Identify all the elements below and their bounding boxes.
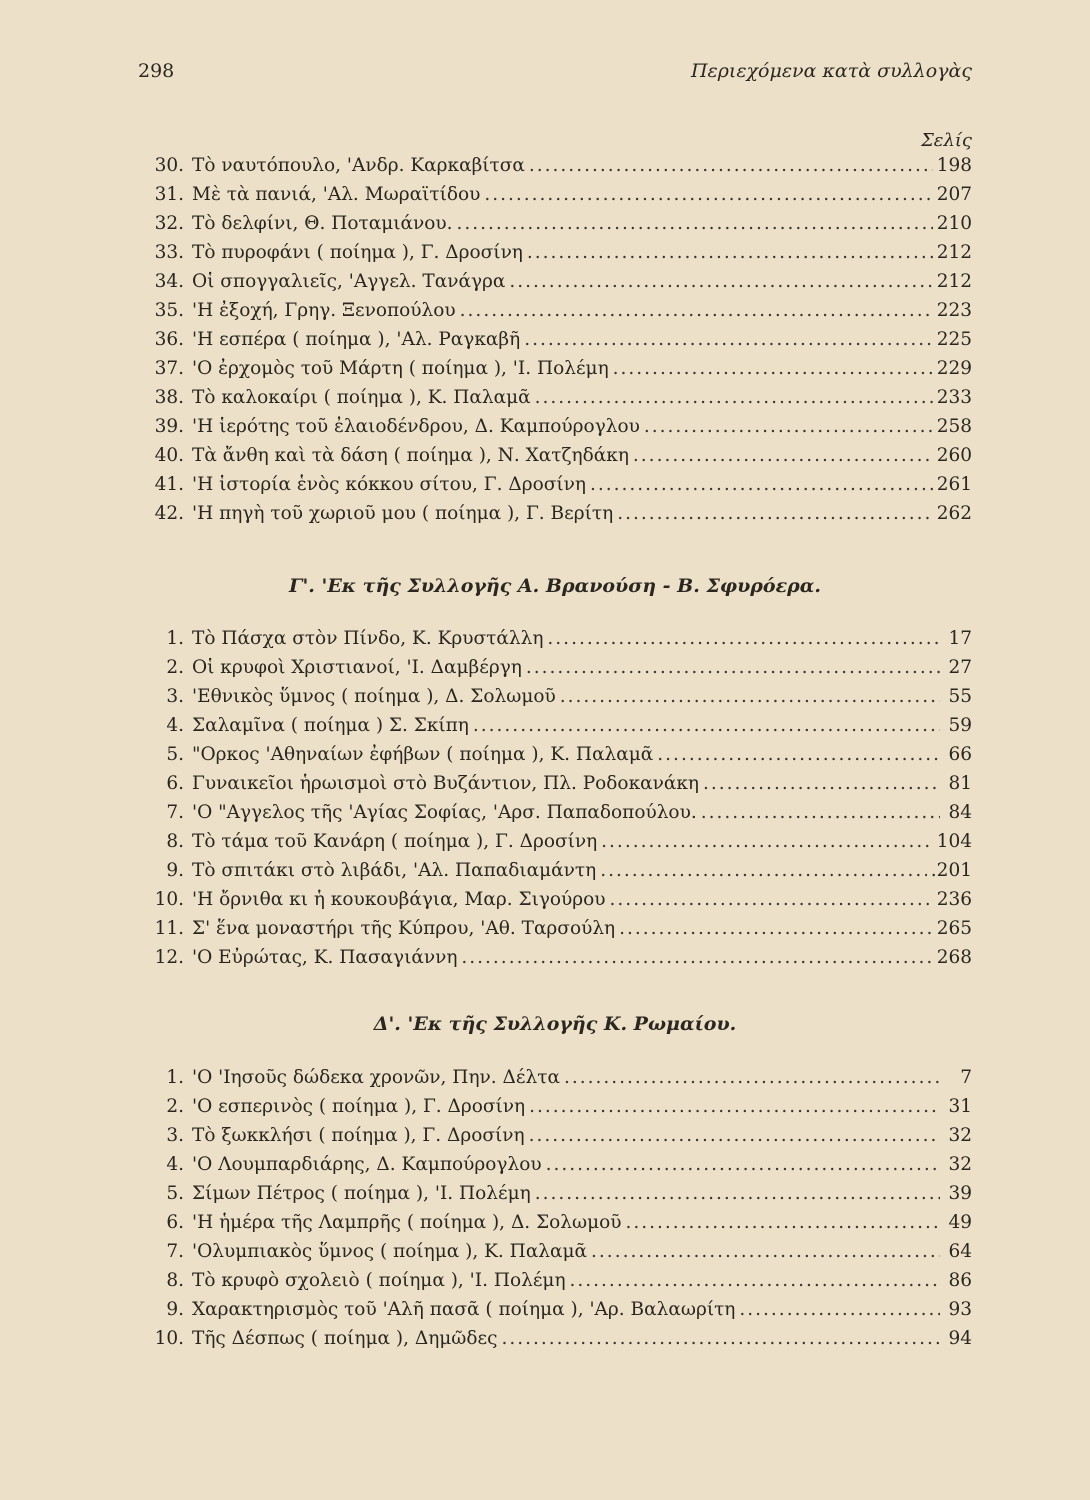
toc-entry [138, 1241, 972, 1270]
entry-title: "Ορκος 'Αθηναίων ἐφήβων ( ποίημα ), Κ. Παλαμᾶ [192, 744, 654, 765]
entry-title: 'Εθνικὸς ὕμνος ( ποίημα ), Δ. Σολωμοῦ [192, 686, 556, 707]
toc-entry [138, 715, 972, 744]
entry-number: 37. [154, 358, 184, 379]
entry-page: 39 [948, 1183, 972, 1204]
entry-number: 11. [154, 918, 184, 939]
toc-entry [138, 155, 972, 184]
entry-page: 261 [936, 474, 972, 495]
entry-number: 4. [166, 1154, 184, 1175]
dot-leader [617, 503, 933, 524]
entry-title: Οἱ κρυφοὶ Χριστιανοί, 'Ι. Δαμβέργη [192, 657, 522, 678]
dot-leader [460, 300, 933, 321]
entry-number: 7. [166, 802, 184, 823]
dot-leader [501, 1328, 940, 1349]
entry-page: 265 [936, 918, 972, 939]
dot-leader [600, 860, 927, 881]
toc-entry [138, 918, 972, 947]
entry-number: 3. [166, 1125, 184, 1146]
toc-list-section-b [138, 155, 972, 532]
entry-number: 31. [154, 184, 184, 205]
entry-page: 64 [948, 1241, 972, 1262]
toc-entry [138, 744, 972, 773]
dot-leader [570, 1270, 940, 1291]
toc-entry [138, 802, 972, 831]
entry-number: 38. [154, 387, 184, 408]
dot-leader [644, 416, 933, 437]
entry-title: Μὲ τὰ πανιά, 'Αλ. Μωραϊτίδου [192, 184, 481, 205]
entry-title: Τὸ ξωκκλήσι ( ποίημα ), Γ. Δροσίνη [192, 1125, 525, 1146]
entry-page: 32 [948, 1154, 972, 1175]
entry-page: 260 [936, 445, 972, 466]
entry-number: 8. [166, 831, 184, 852]
toc-entry [138, 416, 972, 445]
page-number: 298 [138, 60, 175, 82]
entry-page: 49 [948, 1212, 972, 1233]
entry-number: 42. [154, 503, 184, 524]
entry-number: 2. [166, 1096, 184, 1117]
entry-title: Σ' ἕνα μοναστήρι τῆς Κύπρου, 'Αθ. Ταρσούλη [192, 918, 616, 939]
entry-page: 81 [948, 773, 972, 794]
entry-number: 30. [154, 155, 184, 176]
entry-number: 36. [154, 329, 184, 350]
toc-entry [138, 1183, 972, 1212]
dot-leader [601, 831, 933, 852]
toc-entry [138, 474, 972, 503]
dot-leader [613, 358, 933, 379]
toc-entry [138, 831, 972, 860]
entry-title: Τὸ Πάσχα στὸν Πίνδο, Κ. Κρυστάλλη [192, 628, 544, 649]
entry-page: 225 [936, 329, 972, 350]
entry-number: 12. [154, 947, 184, 968]
toc-entry [138, 1125, 972, 1154]
entry-title: 'Η ἱερότης τοῦ ἐλαιοδένδρου, Δ. Καμπούρογλου [192, 416, 640, 437]
toc-entry [138, 1299, 972, 1328]
entry-title: 'Ο 'Ιησοῦς δώδεκα χρονῶν, Πην. Δέλτα [192, 1067, 560, 1088]
entry-page: 93 [948, 1299, 972, 1320]
page-column-label: Σελίς [921, 130, 972, 151]
entry-number: 7. [166, 1241, 184, 1262]
toc-entry [138, 300, 972, 329]
toc-entry [138, 1154, 972, 1183]
entry-title: 'Ο Λουμπαρδιάρης, Δ. Καμπούρογλου [192, 1154, 542, 1175]
entry-number: 1. [166, 1067, 184, 1088]
dot-leader [535, 1183, 940, 1204]
entry-page: 7 [960, 1067, 972, 1088]
dot-leader [610, 889, 933, 910]
entry-title: Γυναικεῖοι ἡρωισμοὶ στὸ Βυζάντιον, Πλ. Ροδοκανάκη [192, 773, 700, 794]
entry-title: Χαρακτηρισμὸς τοῦ 'Αλῆ πασᾶ ( ποίημα ), 'Αρ. Βαλαωρίτη [192, 1299, 736, 1320]
entry-page: 84 [948, 802, 972, 823]
entry-title: 'Ο ἐρχομὸς τοῦ Μάρτη ( ποίημα ), 'Ι. Πολέμη [192, 358, 609, 379]
entry-page: 207 [936, 184, 972, 205]
dot-leader [590, 474, 933, 495]
entry-page: 66 [948, 744, 972, 765]
dot-leader [529, 1125, 940, 1146]
entry-number: 6. [166, 773, 184, 794]
dot-leader [524, 329, 933, 350]
dot-leader [619, 918, 933, 939]
toc-entry [138, 1270, 972, 1299]
entry-number: 39. [154, 416, 184, 437]
dot-leader [461, 947, 932, 968]
dot-leader [564, 1067, 940, 1088]
entry-title: Τὰ ἄνθη καὶ τὰ δάση ( ποίημα ), Ν. Χατζηδάκη [192, 445, 629, 466]
dot-leader [547, 628, 940, 649]
entry-number: 8. [166, 1270, 184, 1291]
entry-number: 9. [166, 1299, 184, 1320]
toc-entry [138, 889, 972, 918]
dot-leader [473, 715, 940, 736]
dot-leader [739, 1299, 940, 1320]
entry-page: 59 [948, 715, 972, 736]
toc-list-section-d [138, 1067, 972, 1357]
entry-page: 86 [948, 1270, 972, 1291]
entry-page: 223 [936, 300, 972, 321]
entry-page: 229 [936, 358, 972, 379]
toc-entry [138, 1067, 972, 1096]
toc-entry [138, 1328, 972, 1357]
toc-entry [138, 184, 972, 213]
entry-number: 33. [154, 242, 184, 263]
entry-title: 'Ο "Αγγελος τῆς 'Αγίας Σοφίας, 'Αρσ. Παπαδοπούλου. [192, 802, 697, 823]
toc-entry [138, 686, 972, 715]
dot-leader [546, 1154, 940, 1175]
dot-leader [626, 1212, 940, 1233]
entry-page: 32 [948, 1125, 972, 1146]
entry-title: 'Η ἱστορία ἑνὸς κόκκου σίτου, Γ. Δροσίνη [192, 474, 586, 495]
entry-page: 17 [948, 628, 972, 649]
entry-title: Σίμων Πέτρος ( ποίημα ), 'Ι. Πολέμη [192, 1183, 531, 1204]
entry-title: Τὸ σπιτάκι στὸ λιβάδι, 'Αλ. Παπαδιαμάντη [192, 860, 597, 881]
dot-leader [701, 802, 940, 823]
dot-leader [535, 387, 933, 408]
entry-title: Τὸ κρυφὸ σχολειὸ ( ποίημα ), 'Ι. Πολέμη [192, 1270, 566, 1291]
entry-title: 'Η εσπέρα ( ποίημα ), 'Αλ. Ραγκαβῆ [192, 329, 521, 350]
entry-page: 212 [936, 242, 972, 263]
entry-title: Τὸ τάμα τοῦ Κανάρη ( ποίημα ), Γ. Δροσίνη [192, 831, 598, 852]
entry-page: 55 [948, 686, 972, 707]
toc-entry [138, 657, 972, 686]
entry-number: 5. [166, 1183, 184, 1204]
entry-number: 34. [154, 271, 184, 292]
section-c-title: Γ'. 'Εκ τῆς Συλλογῆς Α. Βρανούση - Β. Σφυρόερα. [288, 575, 822, 597]
entry-number: 3. [166, 686, 184, 707]
dot-leader [526, 657, 940, 678]
entry-title: 'Ο Εὐρώτας, Κ. Πασαγιάννη [192, 947, 458, 968]
dot-leader [657, 744, 940, 765]
toc-entry [138, 271, 972, 300]
dot-leader [703, 773, 940, 794]
entry-page: 236 [936, 889, 972, 910]
entry-number: 41. [154, 474, 184, 495]
toc-entry [138, 445, 972, 474]
dot-leader [529, 1096, 940, 1117]
dot-leader [484, 184, 932, 205]
entry-title: Τὸ καλοκαίρι ( ποίημα ), Κ. Παλαμᾶ [192, 387, 531, 408]
entry-page: 262 [936, 503, 972, 524]
toc-entry [138, 628, 972, 657]
entry-page: 104 [936, 831, 972, 852]
entry-page: 198 [936, 155, 972, 176]
entry-number: 2. [166, 657, 184, 678]
entry-title: Τὸ ναυτόπουλο, 'Ανδρ. Καρκαβίτσα [192, 155, 525, 176]
entry-title: Τὸ πυροφάνι ( ποίημα ), Γ. Δροσίνη [192, 242, 523, 263]
entry-title: 'Η ἐξοχή, Γρηγ. Ξενοπούλου [192, 300, 456, 321]
entry-number: 6. [166, 1212, 184, 1233]
entry-number: 1. [166, 628, 184, 649]
entry-page: 258 [936, 416, 972, 437]
entry-title: Τὸ δελφίνι, Θ. Ποταμιάνου. [192, 213, 453, 234]
toc-entry [138, 860, 972, 889]
entry-page: 212 [936, 271, 972, 292]
toc-list-section-c [138, 628, 972, 976]
entry-number: 10. [154, 889, 184, 910]
running-header-title: Περιεχόμενα κατὰ συλλογὰς [690, 60, 972, 82]
entry-title: 'Η ὄρνιθα κι ἡ κουκουβάγια, Μαρ. Σιγούρου [192, 889, 606, 910]
toc-entry [138, 213, 972, 242]
entry-number: 10. [154, 1328, 184, 1349]
entry-title: 'Η πηγὴ τοῦ χωριοῦ μου ( ποίημα ), Γ. Βερίτη [192, 503, 614, 524]
section-d-title: Δ'. 'Εκ τῆς Συλλογῆς Κ. Ρωμαίου. [373, 1013, 737, 1035]
dot-leader [529, 155, 933, 176]
toc-entry [138, 242, 972, 271]
toc-entry [138, 773, 972, 802]
entry-page: 268 [936, 947, 972, 968]
entry-title: Οἱ σπογγαλιεῖς, 'Αγγελ. Τανάγρα [192, 271, 506, 292]
toc-entry [138, 329, 972, 358]
entry-title: Τῆς Δέσπως ( ποίημα ), Δημῶδες [192, 1328, 498, 1349]
toc-entry [138, 1212, 972, 1241]
entry-number: 9. [166, 860, 184, 881]
toc-entry [138, 503, 972, 532]
entry-page: 27 [948, 657, 972, 678]
toc-entry [138, 358, 972, 387]
dot-leader [456, 213, 932, 234]
entry-number: 4. [166, 715, 184, 736]
entry-title: Σαλαμῖνα ( ποίημα ) Σ. Σκίπη [192, 715, 469, 736]
entry-number: 40. [154, 445, 184, 466]
dot-leader [527, 242, 933, 263]
toc-entry [138, 1096, 972, 1125]
entry-title: 'Ολυμπιακὸς ὕμνος ( ποίημα ), Κ. Παλαμᾶ [192, 1241, 588, 1262]
entry-number: 32. [154, 213, 184, 234]
dot-leader [633, 445, 933, 466]
entry-title: 'Ο εσπερινὸς ( ποίημα ), Γ. Δροσίνη [192, 1096, 526, 1117]
dot-leader [591, 1241, 940, 1262]
entry-page: 31 [948, 1096, 972, 1117]
entry-page: 210 [936, 213, 972, 234]
entry-number: 35. [154, 300, 184, 321]
entry-page: 233 [936, 387, 972, 408]
entry-number: 5. [166, 744, 184, 765]
entry-page: 94 [948, 1328, 972, 1349]
dot-leader [509, 271, 932, 292]
dot-leader [560, 686, 940, 707]
entry-title: 'Η ἡμέρα τῆς Λαμπρῆς ( ποίημα ), Δ. Σολωμοῦ [192, 1212, 622, 1233]
toc-entry [138, 387, 972, 416]
entry-page: .201 [930, 860, 972, 881]
toc-entry [138, 947, 972, 976]
